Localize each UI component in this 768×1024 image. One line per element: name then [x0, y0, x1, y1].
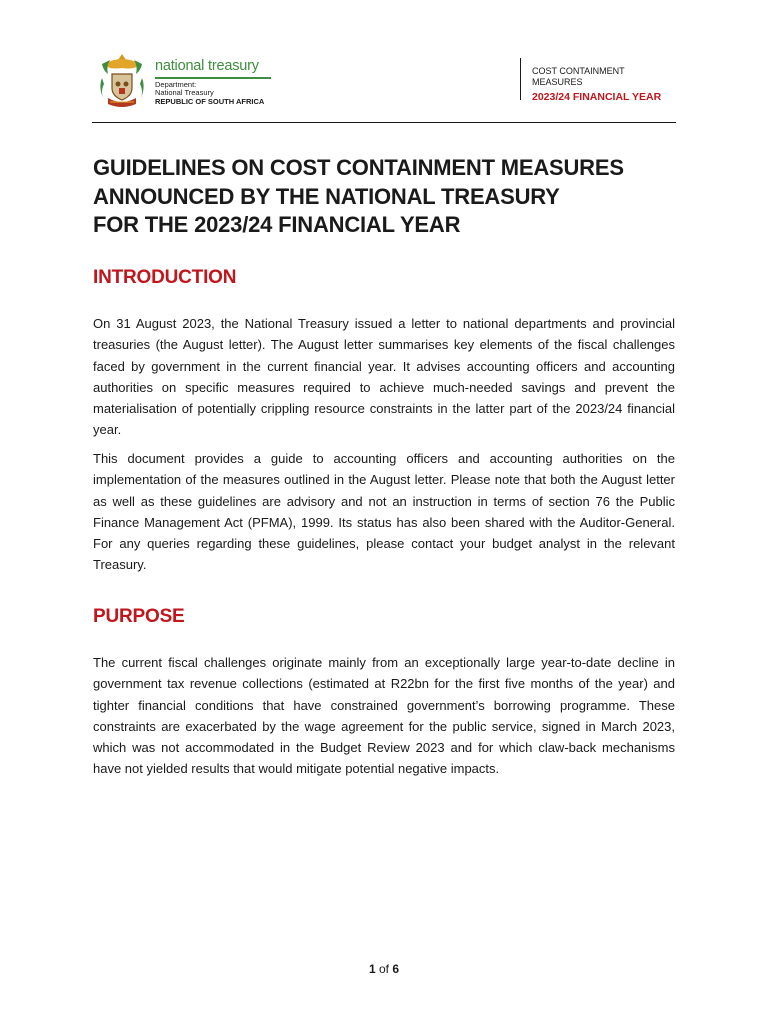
- coat-of-arms-icon: [96, 52, 148, 112]
- introduction-heading: INTRODUCTION: [93, 267, 237, 288]
- page-current: 1: [368, 962, 376, 976]
- purpose-paragraph-1: The current fiscal challenges originate mainly from an exceptionally large year-to-date decline in government tax revenue collections (estimated at R22bn for the first five months of the year) and tighter financial conditions that have constrained government’s borrowing programme. These constraints are exacerbated by the wage agreement for the public service, signed in March 2023, which was not accommodated in the Budget Review 2023 and for which claw-back mechanisms have not yielded results that would mitigate potential negative impacts.: [93, 655, 675, 777]
- document-header: [92, 48, 676, 122]
- title-line-3: FOR THE 2023/24 FINANCIAL YEAR: [93, 212, 461, 237]
- logo-rule: [155, 77, 271, 79]
- logo-text: [155, 58, 271, 106]
- logo-department-name: National Treasury: [155, 88, 214, 97]
- title-line-2: ANNOUNCED BY THE NATIONAL TREASURY: [93, 183, 560, 209]
- title-line-1: GUIDELINES ON COST CONTAINMENT MEASURES: [93, 155, 624, 180]
- header-year: 2023/24 FINANCIAL YEAR: [532, 91, 662, 103]
- introduction-paragraph-1: On 31 August 2023, the National Treasury issued a letter to national departments and provincial treasuries (the August letter). The August letter summarises key elements of the fiscal challenges faced by government in the current financial year. It advises accounting officers and accounting authorities on specific measures required to achieve much-needed savings and prevent the materialisation of potentially crippling resource constraints in the latter part of the 2023/24 financial year.: [93, 316, 675, 438]
- header-divider: [92, 122, 676, 123]
- page-total: 6: [392, 962, 400, 976]
- header-right-block: [520, 58, 676, 103]
- header-topic: COST CONTAINMENT MEASURES: [532, 66, 625, 87]
- logo-department: Department:: [155, 79, 197, 89]
- logo-country: REPUBLIC OF SOUTH AFRICA: [155, 96, 265, 106]
- purpose-heading: PURPOSE: [93, 606, 185, 627]
- page-of: of: [378, 962, 389, 976]
- logo-title: national treasury: [155, 58, 259, 74]
- document-title: [93, 154, 693, 240]
- introduction-paragraph-2: This document provides a guide to accounting officers and accounting authorities on the implementation of the measures outlined in the August letter. Please note that both the August letter as well as these guidelines are advisory and not an instruction in terms of section 76 the Public Finance Management Act (PFMA), 1999. Its status has also been shared with the Auditor-General. For any queries regarding these guidelines, please contact your budget analyst in the relevant Treasury.: [93, 451, 675, 573]
- page-number: [0, 962, 768, 976]
